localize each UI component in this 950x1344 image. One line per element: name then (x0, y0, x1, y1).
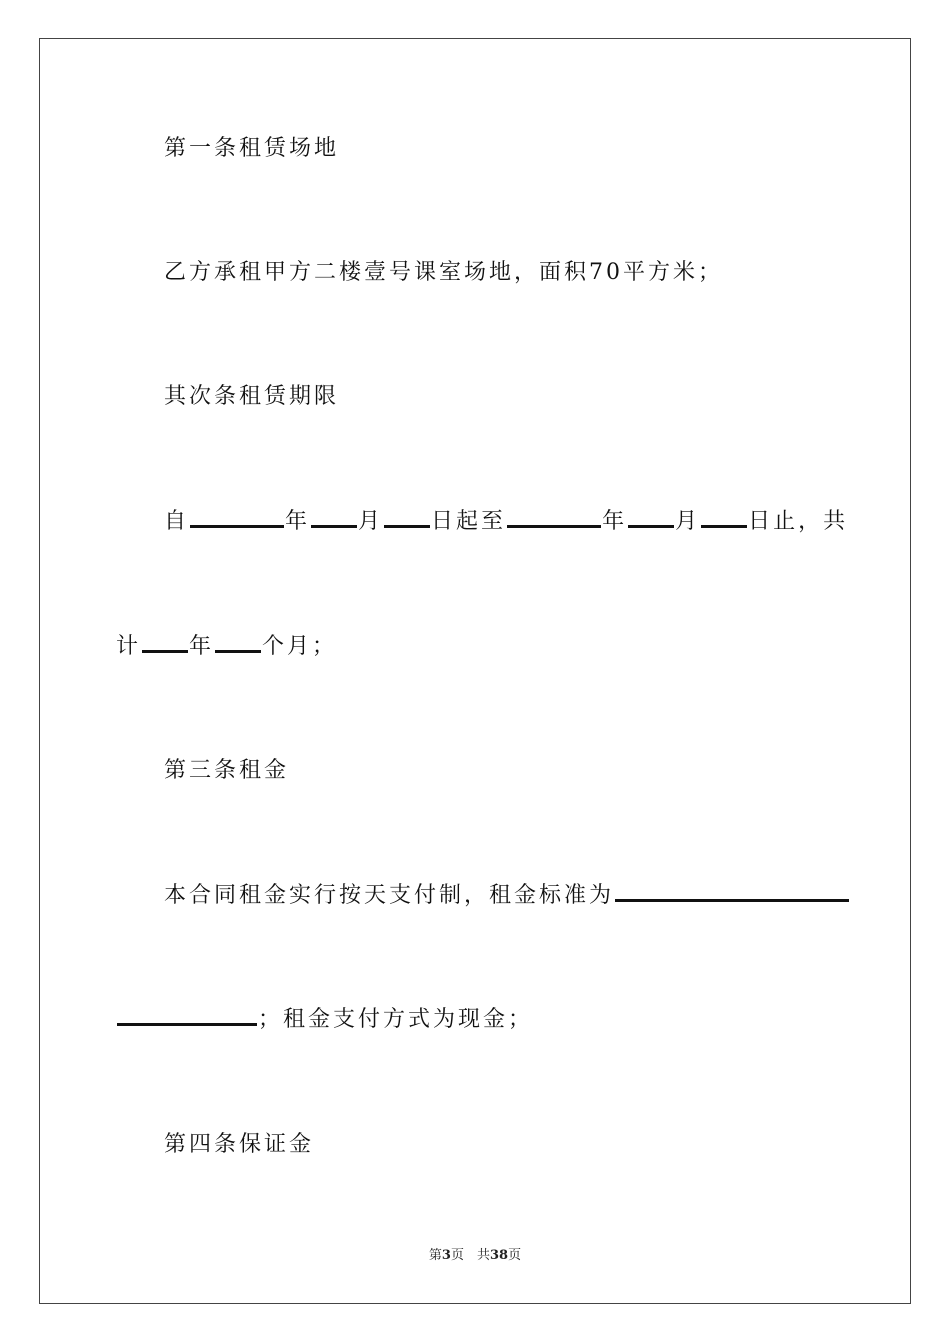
term-from-label: 日起至 (431, 509, 507, 534)
rent-text: 本合同租金实行按天支付制，租金标准为 (164, 883, 615, 908)
total-years-blank (142, 634, 188, 653)
section-heading-1: 第一条租赁场地 (164, 136, 340, 161)
footer-prefix: 第 (428, 1248, 442, 1263)
footer-suffix: 页 (508, 1248, 522, 1263)
paragraph-venue: 乙方承租甲方二楼壹号课室场地，面积70平方米； (164, 260, 723, 285)
paragraph-rent-payment (116, 1005, 533, 1035)
start-year-blank (190, 509, 284, 528)
rent-payment-text: ；租金支付方式为现金； (258, 1007, 534, 1032)
end-day-blank (701, 509, 747, 528)
term-year2-label: 年 (602, 509, 628, 534)
term-month-label: 月 (358, 509, 384, 534)
term-year-label: 年 (285, 509, 311, 534)
footer-mid: 页 共 (450, 1248, 490, 1263)
end-year-blank (507, 509, 601, 528)
rent-standard-blank (615, 883, 849, 902)
section-heading-3: 第三条租金 (164, 758, 290, 783)
term-month2-label: 月 (675, 509, 701, 534)
footer-page-number: 3 (441, 1248, 451, 1263)
total-months-label: 个月； (262, 634, 338, 659)
page-footer (0, 1246, 950, 1266)
start-month-blank (311, 509, 357, 528)
total-months-blank (215, 634, 261, 653)
total-prefix: 计 (116, 634, 142, 659)
total-year-label: 年 (189, 634, 215, 659)
footer-total-pages: 38 (489, 1248, 509, 1263)
end-month-blank (628, 509, 674, 528)
paragraph-term (164, 507, 848, 537)
term-to-label: 日止，共 (748, 509, 849, 534)
term-prefix: 自 (164, 509, 190, 534)
section-heading-4: 第四条保证金 (164, 1132, 315, 1157)
page-border (39, 38, 911, 1304)
section-heading-2: 其次条租赁期限 (164, 384, 340, 409)
rent-standard-blank-cont (117, 1007, 257, 1026)
start-day-blank (384, 509, 430, 528)
paragraph-rent (164, 881, 850, 911)
paragraph-term-total (116, 632, 337, 662)
